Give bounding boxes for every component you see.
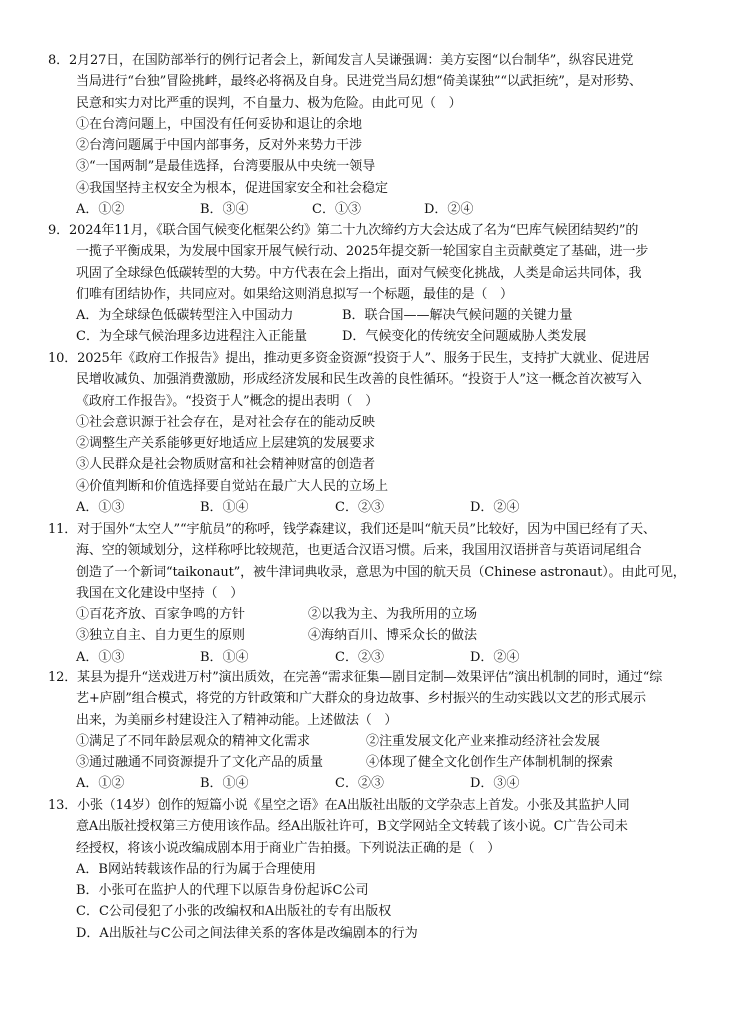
question-11-item-3: ③独立自主、自力更生的原则 — [76, 628, 246, 644]
question-12-item-2: ②注重发展文化产业来推动经济社会发展 — [366, 733, 601, 749]
choice-c[interactable]: C．②③ — [335, 500, 384, 516]
question-10 — [48, 348, 698, 518]
question-8-line-1: 8．2月27日，在国防部举行的例行记者会上，新闻发言人吴谦强调：美方妄图“以台制华”，纵容民进党 — [48, 53, 634, 68]
question-9-line-1: 9．2024年11月，《联合国气候变化框架公约》第二十九次缔约方大会达成了名为“巴库气候团结契约”的 — [48, 223, 639, 238]
question-13 — [48, 795, 698, 944]
question-12-item-3: ③通过融通不同资源提升了文化产品的质量 — [76, 755, 324, 771]
choice-d[interactable]: D．②④ — [470, 649, 520, 665]
question-12-item-4: ④体现了健全文化创作生产体制机制的探索 — [366, 755, 614, 771]
choice-b[interactable]: B．③④ — [200, 202, 249, 218]
question-8-item-3: ③“一国两制”是最佳选择，台湾要服从中央统一领导 — [76, 159, 376, 175]
question-9 — [48, 220, 698, 348]
question-12-choices — [48, 773, 698, 794]
question-9-choices-row-2 — [48, 326, 698, 347]
question-11 — [48, 519, 698, 668]
question-10-line-3: 《政府工作报告》。“投资于人”概念的提出表明（ ） — [76, 393, 379, 409]
choice-a[interactable]: A．①③ — [76, 500, 125, 516]
choice-c[interactable]: C．C公司侵犯了小张的改编权和A出版社的专有出版权 — [76, 904, 392, 920]
choice-b[interactable]: B．联合国——解决气候问题的关键力量 — [342, 308, 573, 324]
question-11-line-4: 我国在文化建设中坚持（ ） — [76, 585, 244, 601]
question-11-choices — [48, 647, 698, 668]
question-12 — [48, 667, 698, 795]
question-11-item-1: ①百花齐放、百家争鸣的方针 — [76, 607, 246, 623]
question-9-line-4: 们唯有团结协作，共同应对。如果给这则消息拟写一个标题，最佳的是（ ） — [76, 286, 513, 302]
question-10-item-3: ③人民群众是社会物质财富和社会精神财富的创造者 — [76, 457, 376, 473]
question-12-line-3: 出来，为美丽乡村建设注入了精神动能。上述做法（ ） — [76, 712, 398, 728]
question-8-line-2: 当局进行“台独”冒险挑衅，最终必将祸及自身。民进党当局幻想“倚美谋独”“以武拒统”，是对形势、 — [76, 74, 642, 90]
question-8-item-1: ①在台湾问题上，中国没有任何妥协和退让的余地 — [76, 116, 363, 132]
question-10-item-2: ②调整生产关系能够更好地适应上层建筑的发展要求 — [76, 436, 376, 452]
question-8-line-3: 民意和实力对比严重的误判，不自量力、极为危险。由此可见（ ） — [76, 95, 462, 111]
choice-b[interactable]: B．①④ — [200, 500, 249, 516]
question-10-line-2: 民增收减负、加强消费激励，形成经济发展和民生改善的良性循环。“投资于人”这一概念首次被写入 — [76, 372, 642, 388]
question-10-item-1: ①社会意识源于社会存在，是对社会存在的能动反映 — [76, 414, 376, 430]
choice-d[interactable]: D．A出版社与C公司之间法律关系的客体是改编剧本的行为 — [76, 925, 418, 941]
question-9-line-2: 一揽子平衡成果，为发展中国家开展气候行动、2025年提交新一轮国家自主贡献奠定了基础，进一步 — [76, 244, 649, 260]
question-9-line-3: 巩固了全球绿色低碳转型的大势。中方代表在会上指出，面对气候变化挑战，人类是命运共同体，我 — [76, 265, 642, 281]
choice-b[interactable]: B．①④ — [200, 649, 249, 665]
choice-d[interactable]: D．②④ — [470, 500, 520, 516]
question-8-choices — [48, 199, 698, 220]
question-11-item-2: ②以我为主、为我所用的立场 — [308, 607, 478, 623]
question-12-line-1: 12．某县为提升“送戏进万村”演出质效，在完善“需求征集—剧目定制—效果评估”演出机制的同时，通过“综 — [48, 670, 663, 685]
question-11-items-row-1 — [48, 604, 698, 625]
question-12-items-row-1 — [48, 731, 698, 752]
question-11-line-2: 海、空的领域划分，这样称呼比较规范，也更适合汉语习惯。后来，我国用汉语拼音与英语词尾组合 — [76, 543, 642, 559]
choice-c[interactable]: C．①③ — [312, 202, 361, 218]
question-10-line-1: 10．2025年《政府工作报告》提出，推动更多资金资源“投资于人”、服务于民生，支持扩大就业、促进居 — [48, 351, 650, 366]
choice-d[interactable]: D．气候变化的传统安全问题威胁人类发展 — [342, 329, 587, 345]
choice-a[interactable]: A．B网站转载该作品的行为属于合理使用 — [76, 861, 316, 877]
choice-b[interactable]: B．小张可在监护人的代理下以原告身份起诉C公司 — [76, 883, 369, 899]
question-11-line-1: 11．对于国外“太空人”“宇航员”的称呼，钱学森建议，我们还是叫“航天员”比较好，因为中国已经有了天、 — [48, 522, 656, 537]
question-12-line-2: 艺+庐剧”组合模式，将党的方针政策和广大群众的身边故事、乡村振兴的生动实践以文艺的形式展示 — [76, 691, 646, 707]
question-12-items-row-2 — [48, 752, 698, 773]
choice-c[interactable]: C．为全球气候治理多边进程注入正能量 — [76, 329, 307, 345]
choice-c[interactable]: C．②③ — [335, 776, 384, 792]
choice-a[interactable]: A．①③ — [76, 649, 125, 665]
choice-a[interactable]: A．①② — [76, 202, 125, 218]
question-13-line-1: 13．小张（14岁）创作的短篇小说《星空之语》在A出版社出版的文学杂志上首发。小张及其监护人同 — [48, 798, 630, 813]
choice-d[interactable]: D．③④ — [470, 776, 520, 792]
question-12-item-1: ①满足了不同年龄层观众的精神文化需求 — [76, 733, 311, 749]
question-11-items-row-2 — [48, 625, 698, 646]
question-11-line-3: 创造了一个新词“taikonaut”，被牛津词典收录，意思为中国的航天员（Chinese astronaut）。由此可见， — [76, 564, 686, 580]
question-10-item-4: ④价值判断和价值选择要自觉站在最广大人民的立场上 — [76, 478, 389, 494]
choice-a[interactable]: A．为全球绿色低碳转型注入中国动力 — [76, 308, 294, 324]
choice-b[interactable]: B．①④ — [200, 776, 249, 792]
choice-c[interactable]: C．②③ — [335, 649, 384, 665]
question-9-choices-row-1 — [48, 305, 698, 326]
question-10-choices — [48, 497, 698, 518]
question-11-item-4: ④海纳百川、博采众长的做法 — [308, 628, 478, 644]
question-13-line-3: 经授权，将该小说改编成剧本用于商业广告拍摄。下列说法正确的是（ ） — [76, 840, 501, 856]
question-8-item-4: ④我国坚持主权安全为根本，促进国家安全和社会稳定 — [76, 180, 389, 196]
question-8-item-2: ②台湾问题属于中国内部事务，反对外来势力干涉 — [76, 138, 363, 154]
choice-a[interactable]: A．①② — [76, 776, 125, 792]
question-13-line-2: 意A出版社授权第三方使用该作品。经A出版社许可，B文学网站全文转载了该小说。C广告公司未 — [76, 819, 628, 835]
question-8 — [48, 50, 698, 220]
choice-d[interactable]: D．②④ — [424, 202, 474, 218]
